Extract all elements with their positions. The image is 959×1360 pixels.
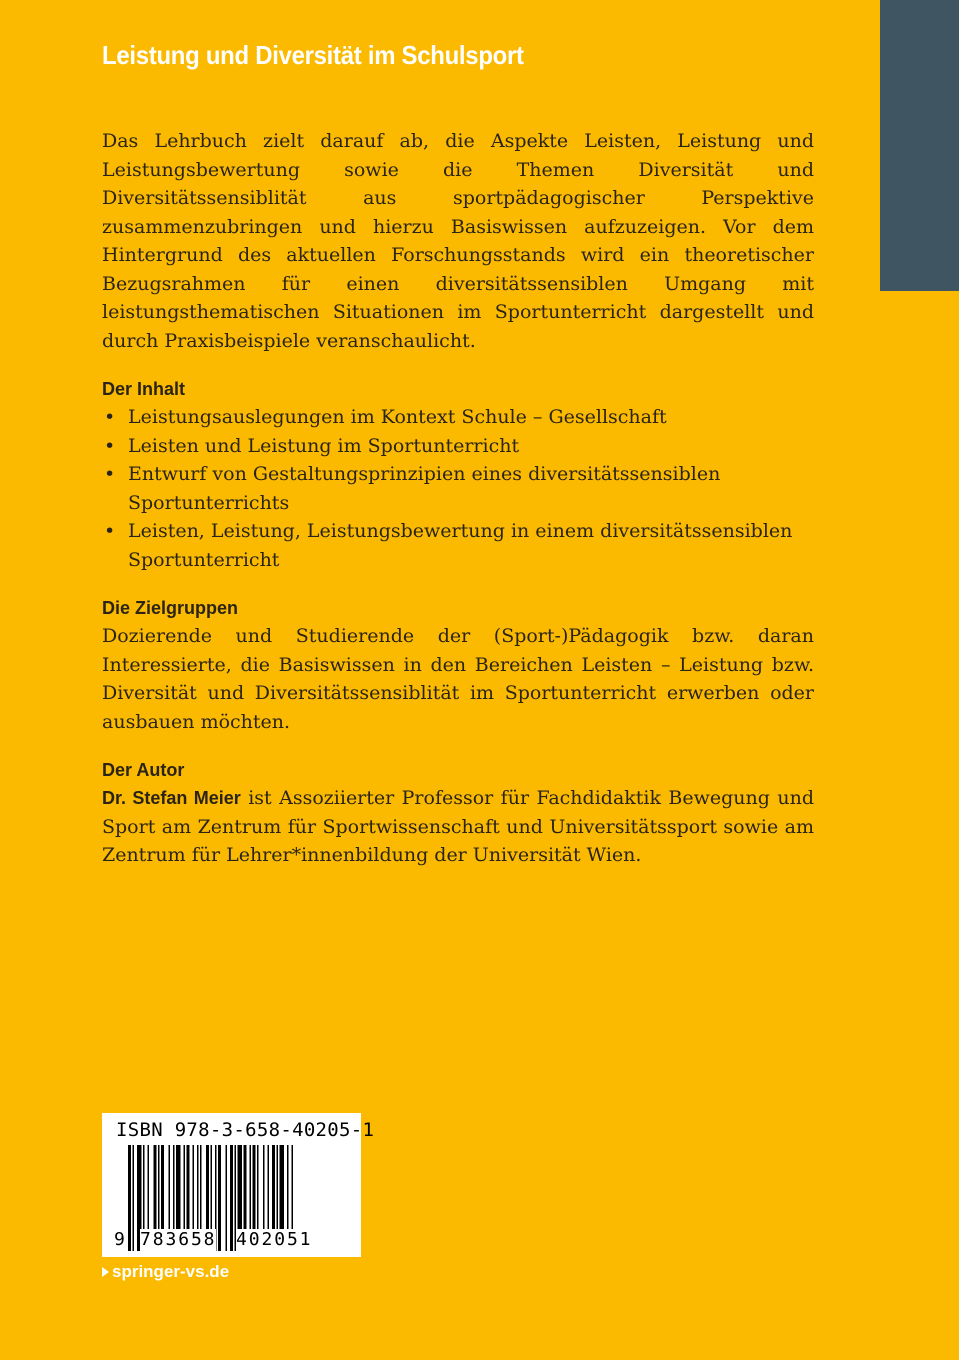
author-section [102, 756, 814, 870]
cover-side-tab [880, 0, 959, 291]
author-heading: Der Autor [102, 760, 185, 780]
content-heading: Der Inhalt [102, 379, 186, 399]
website-label: springer-vs.de [112, 1262, 230, 1281]
bullet-icon: • [104, 434, 116, 457]
audience-heading: Die Zielgruppen [102, 598, 239, 618]
barcode-digits-left: 783658 [140, 1229, 217, 1250]
audience-section [102, 594, 814, 736]
author-text: Dr. Stefan Meier ist Assoziierter Professor für Fachdidaktik Bewegung und Sport am Zentrum für Sportwissenschaft und Universitätssport sowie am Zentrum für Lehrer*innenbildung der Universität Wien. [102, 787, 814, 866]
list-item: • Leisten und Leistung im Sportunterricht [102, 432, 814, 461]
list-item: • Entwurf von Gestaltungsprinzipien eines diversitätssensiblen Sportunterrichts [102, 460, 814, 517]
isbn-label: ISBN 978-3-658-40205-1 [116, 1119, 375, 1141]
barcode-digit-first: 9 [114, 1229, 125, 1250]
barcode-digits-right: 402051 [236, 1229, 313, 1250]
publisher-website[interactable] [102, 1262, 229, 1282]
bullet-icon: • [104, 520, 116, 542]
intro-paragraph: Das Lehrbuch zielt darauf ab, die Aspekte Leisten, Leistung und Leistungsbewertung sowie die Themen Diversität und Diversitätssensiblität aus sportpädagogischer Perspektive zusammenzubringen und hierzu Basiswissen aufzuzeigen. Vor dem Hintergrund des aktuellen Forschungsstands wird ein theoretischer Bezugsrahmen für einen diversitätssensiblen Umgang mit leistungsthematischen Situationen im Sportunterricht dargestellt und durch Praxisbeispiele veranschaulicht. [102, 130, 814, 352]
content-list [102, 403, 814, 574]
back-cover-text [102, 127, 814, 890]
list-item: • Leistungsauslegungen im Kontext Schule – Gesellschaft [102, 403, 814, 432]
isbn-barcode [102, 1113, 375, 1257]
author-name: Dr. Stefan Meier [102, 788, 241, 808]
book-title: Leistung und Diversität im Schulsport [102, 40, 524, 70]
arrow-right-icon [102, 1267, 109, 1277]
audience-text: Dozierende und Studierende der (Sport-)Pädagogik bzw. daran Interessierte, die Basiswissen in den Bereichen Leisten – Leistung bzw. Diversität und Diversitätssensiblität im Sportunterricht erwerben oder ausbauen möchten. [102, 625, 814, 733]
bullet-icon: • [104, 406, 116, 428]
bullet-icon: • [104, 463, 116, 485]
list-item: • Leisten, Leistung, Leistungsbewertung in einem diversitätssensiblen Sportunterricht [102, 517, 814, 574]
